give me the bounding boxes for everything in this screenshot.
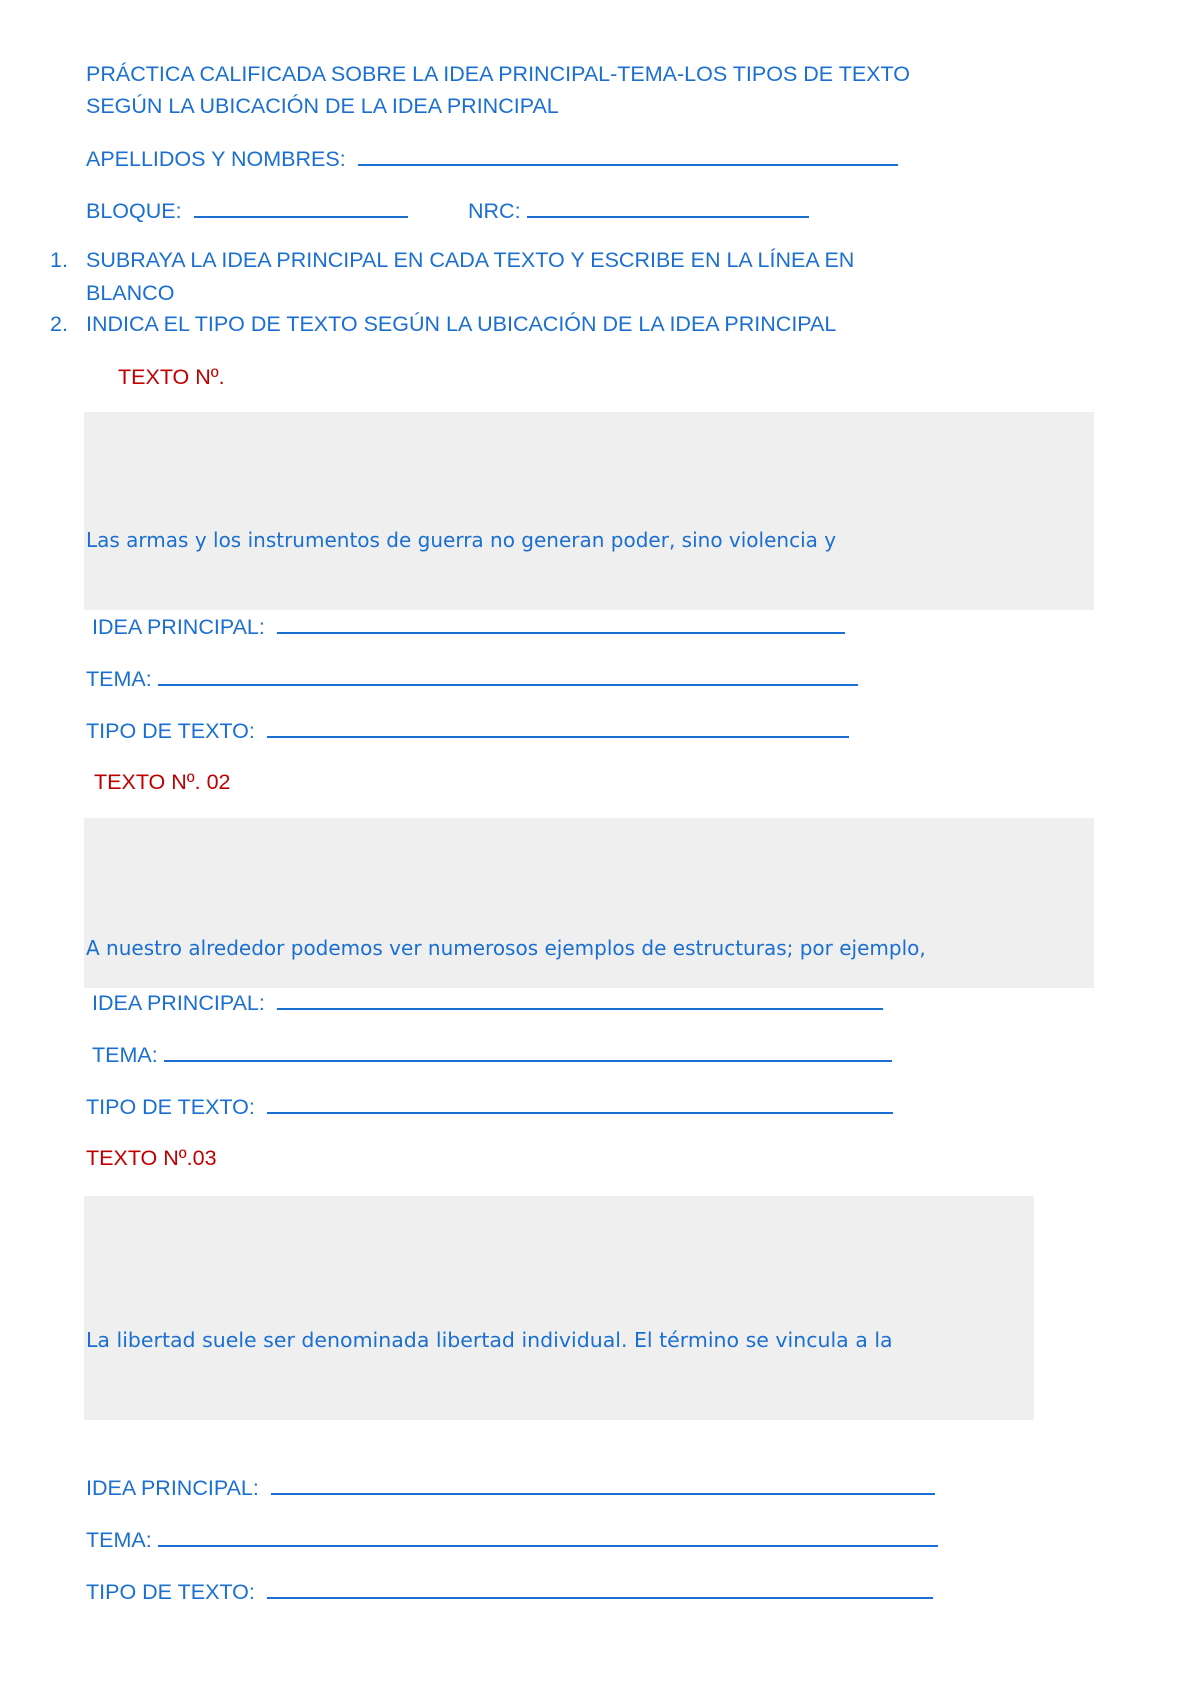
nrc-blank-line[interactable] (527, 198, 809, 218)
text-2-heading: TEXTO Nº. 02 (94, 770, 231, 794)
title-line-1: PRÁCTICA CALIFICADA SOBRE LA IDEA PRINCIPAL-TEMA-LOS TIPOS DE TEXTO (86, 62, 910, 86)
text-1-idea-field[interactable] (92, 614, 845, 640)
idea-principal-label: IDEA PRINCIPAL: (92, 615, 265, 639)
tipo-texto-blank-line[interactable] (267, 1579, 933, 1599)
tema-blank-line[interactable] (164, 1042, 892, 1062)
names-label: APELLIDOS Y NOMBRES: (86, 147, 346, 171)
instruction-1-number: 1. (50, 248, 68, 272)
idea-principal-label: IDEA PRINCIPAL: (92, 991, 265, 1015)
tipo-texto-label: TIPO DE TEXTO: (86, 1095, 255, 1119)
names-blank-line[interactable] (358, 146, 898, 166)
text-1-tipo-field[interactable] (86, 718, 849, 744)
instruction-1-line-2: BLANCO (86, 281, 175, 305)
text-1-passage (84, 412, 1094, 610)
bloque-field[interactable] (86, 198, 408, 224)
instruction-2-line-1: INDICA EL TIPO DE TEXTO SEGÚN LA UBICACIÓN DE LA IDEA PRINCIPAL (86, 312, 837, 336)
bloque-label: BLOQUE: (86, 199, 182, 223)
tipo-texto-label: TIPO DE TEXTO: (86, 1580, 255, 1604)
nrc-label: NRC: (468, 199, 521, 223)
text-2-tipo-field[interactable] (86, 1094, 893, 1120)
tipo-texto-blank-line[interactable] (267, 718, 849, 738)
tema-blank-line[interactable] (158, 1527, 938, 1547)
text-3-passage (84, 1196, 1034, 1420)
text-3-heading: TEXTO Nº.03 (86, 1146, 217, 1170)
idea-principal-blank-line[interactable] (277, 614, 845, 634)
page-title (86, 58, 910, 122)
tipo-texto-blank-line[interactable] (267, 1094, 893, 1114)
text-3-line: La libertad suele ser denominada libertad individual. El término se vincula a la (86, 1328, 893, 1352)
text-2-idea-field[interactable] (92, 990, 883, 1016)
title-line-2: SEGÚN LA UBICACIÓN DE LA IDEA PRINCIPAL (86, 94, 559, 118)
text-2-tema-field[interactable] (92, 1042, 892, 1068)
text-2-passage (84, 818, 1094, 988)
tema-label: TEMA: (92, 1043, 158, 1067)
tipo-texto-label: TIPO DE TEXTO: (86, 719, 255, 743)
text-2-line: A nuestro alrededor podemos ver numerosos ejemplos de estructuras; por ejemplo, (86, 936, 926, 960)
idea-principal-blank-line[interactable] (271, 1475, 935, 1495)
text-1-line: Las armas y los instrumentos de guerra no generan poder, sino violencia y (86, 528, 837, 552)
text-3-tema-field[interactable] (86, 1527, 938, 1553)
instruction-1-line-1: SUBRAYA LA IDEA PRINCIPAL EN CADA TEXTO Y ESCRIBE EN LA LÍNEA EN (86, 248, 855, 272)
bloque-blank-line[interactable] (194, 198, 408, 218)
instruction-2-number: 2. (50, 312, 68, 336)
text-1-tema-field[interactable] (86, 666, 858, 692)
names-field[interactable] (86, 146, 898, 172)
text-3-tipo-field[interactable] (86, 1579, 933, 1605)
idea-principal-label: IDEA PRINCIPAL: (86, 1476, 259, 1500)
nrc-field[interactable] (468, 198, 809, 224)
tema-blank-line[interactable] (158, 666, 858, 686)
idea-principal-blank-line[interactable] (277, 990, 883, 1010)
text-3-idea-field[interactable] (86, 1475, 935, 1501)
text-1-heading: TEXTO Nº. (118, 365, 225, 389)
tema-label: TEMA: (86, 1528, 152, 1552)
tema-label: TEMA: (86, 667, 152, 691)
